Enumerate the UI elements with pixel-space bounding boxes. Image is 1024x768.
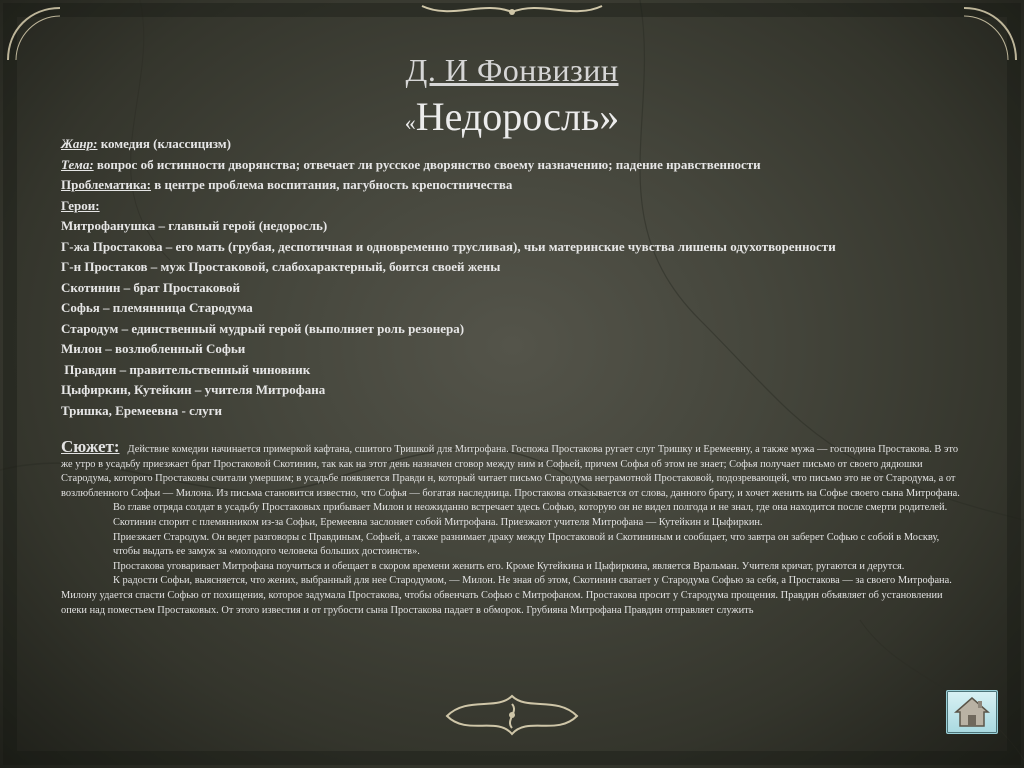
info-list (61, 134, 961, 421)
home-button[interactable] (946, 690, 998, 734)
problem-row (61, 175, 961, 196)
plot-paragraph: Скотинин спорит с племянником из-за Софьи, Еремеевна заслоняет собой Митрофана. Приезжают учителя Митрофана — Кутейкин и Цыфиркин. (113, 516, 763, 528)
heroes-label: Герои: (61, 197, 100, 213)
problem-label: Проблематика: (61, 177, 152, 192)
top-ornament (412, 0, 612, 24)
home-icon (953, 695, 991, 729)
character-item: Стародум – единственный мудрый герой (выполняет роль резонера) (61, 320, 465, 336)
plot-intro: Действие комедии начинается примеркой кафтана, сшитого Тришкой для Митрофана. Госпожа Простакова ругает слуг Тришку и Еремеевну, а также мужа — господина Простакова. В это же утро в усадьбу приезжает брат Простаковой Скотинин, так как на этот день назначен сговор между ним и Софьей, причем Софья об этом не знает; Софья получает письмо от своего дядюшки Стародума, которого Простаковы считали умершим; в усадьбе появляется Правди н, который читает письмо Стародума неграмотной Простаковой, подозревающей, что письмо это не от Стародума, а от возлюбленного Софьи — Милона. Из письма становится известно, что Софья — богатая наследница. Простакова отказывается от слова, данного брату, и хочет женить на Софье своего сына Митрофана. (61, 444, 960, 499)
open-quote: « (404, 110, 416, 135)
play-title (0, 93, 1024, 140)
character-item: Митрофанушка – главный герой (недоросль) (61, 218, 328, 233)
plot-section (61, 437, 966, 618)
character-item: Г-н Простаков – муж Простаковой, слабохарактерный, боится своей жены (61, 259, 501, 274)
character-item: Правдин – правительственный чиновник (61, 361, 311, 377)
theme-text: вопрос об истинности дворянства; отвечает ли русское дворянство своему назначению; падение нравственности (93, 156, 761, 172)
plot-paragraph: Приезжает Стародум. Он ведет разговоры с Правдиным, Софьей, а также разнимает драку между Простаковой и Скотининым и сообщает, что завтра он заберет Софью с собой в Москву, чтобы выдать ее замуж за «молодого человека больших достоинств». (113, 531, 940, 558)
character-item: Скотинин – брат Простаковой (61, 279, 240, 295)
genre-label: Жанр: (61, 136, 98, 151)
author-title: Д. И Фонвизин (405, 52, 619, 88)
plot-paragraph: Во главе отряда солдат в усадьбу Простаковых прибывает Милон и неожиданно встречает здесь Софью, которую он не видел полгода и не знал, где она находится после смерти родителей. (113, 502, 948, 514)
close-quote: » (599, 94, 620, 139)
plot-label: Сюжет: (61, 437, 120, 456)
plot-paragraph: К радости Софьи, выясняется, что жених, выбранный для нее Стародумом, — Милон. Не зная об этом, Скотинин сватает у Стародума Софью за себя, а Простакова — за своего Митрофана. (113, 575, 952, 587)
character-item: Г-жа Простакова – его мать (грубая, деспотичная и одновременно трусливая), чьи материнские чувства лишены одухотворенности (61, 238, 836, 254)
play-name: Недоросль (415, 94, 600, 139)
problem-text: в центре проблема воспитания, пагубность крепостничества (151, 177, 513, 192)
genre-row (61, 134, 961, 155)
theme-label: Тема: (61, 156, 94, 172)
heroes-row (61, 196, 961, 217)
plot-paragraph: Простакова уговаривает Митрофана поучиться и обещает в скором времени женить его. Кроме Кутейкина и Цыфиркина, является Вральман. Учителя кричат, ругаются и дерутся. (113, 560, 905, 572)
theme-row (61, 155, 961, 176)
genre-text: комедия (классицизм) (97, 136, 231, 151)
plot-outro: Милону удается спасти Софью от похищения, которое задумала Простакова, чтобы обвенчать Софью с Митрофаном. Простакова просит у Стародума прощения. Правдин объявляет об установлении опеки над поместьем Простаковых. От этого известия и от грубости сына Простакова падает в обморок. Грубияна Митрофана Правдин отправляет служить (61, 589, 943, 616)
character-item: Тришка, Еремеевна - слуги (61, 402, 223, 418)
character-item: Цыфиркин, Кутейкин – учителя Митрофана (61, 382, 326, 397)
character-item: Милон – возлюбленный Софьи (61, 341, 246, 356)
bottom-ornament (437, 686, 587, 744)
plot-intro-paragraph (61, 437, 966, 501)
character-item: Софья – племянница Стародума (61, 300, 253, 315)
